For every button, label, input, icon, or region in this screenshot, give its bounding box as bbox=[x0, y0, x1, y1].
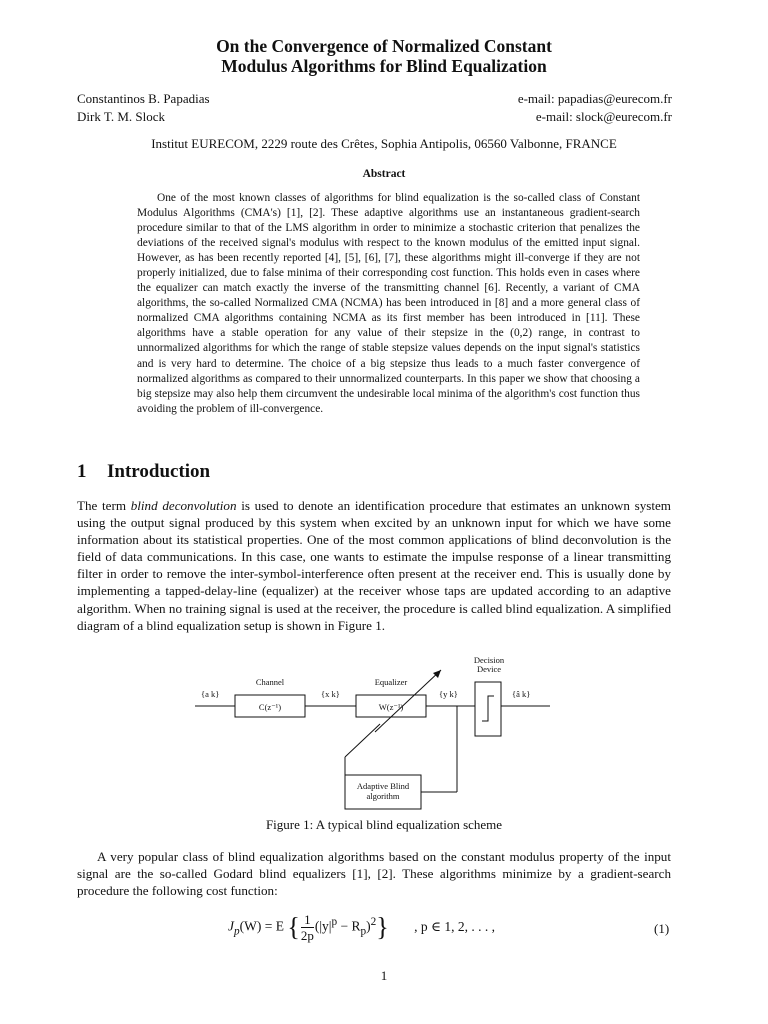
intro-paragraph-2: A very popular class of blind equalization algorithms based on the constant modulus property of the input signal are the so-called Godard blind equalizers [1], [2]. These algorithms minimize by a gradient-search procedure the following cost function: bbox=[77, 849, 671, 899]
eq-text: − R bbox=[337, 918, 361, 934]
section-heading bbox=[77, 461, 210, 483]
label-ahat: {â k} bbox=[512, 689, 531, 699]
decision-step-icon bbox=[482, 696, 494, 721]
label-decision: Decision bbox=[473, 655, 505, 665]
paper-title bbox=[0, 36, 768, 76]
eq-subscript: p bbox=[234, 925, 240, 938]
author-names bbox=[77, 90, 210, 126]
title-line-2: Modulus Algorithms for Blind Equalization bbox=[221, 56, 547, 76]
label-wz: W(z⁻¹) bbox=[378, 702, 404, 712]
eq-text: (W) = E bbox=[239, 918, 284, 934]
paragraph-text: The term bbox=[77, 498, 131, 513]
label-channel: Channel bbox=[255, 677, 285, 687]
eq-numerator: 1 bbox=[301, 912, 314, 928]
label-ak: {a k} bbox=[201, 689, 220, 699]
abstract-heading: Abstract bbox=[362, 168, 406, 180]
label-xk: {x k} bbox=[321, 689, 340, 699]
eq-text: (|y| bbox=[314, 918, 332, 934]
emphasis-term: blind deconvolution bbox=[130, 498, 237, 513]
eq-superscript: p bbox=[331, 916, 338, 929]
eq-brace: } bbox=[376, 912, 389, 942]
feedback-line bbox=[345, 724, 380, 757]
figure-1-diagram bbox=[195, 652, 555, 812]
affiliation: Institut EURECOM, 2229 route des Crêtes, Sophia Antipolis, 06560 Valbonne, FRANCE bbox=[151, 136, 617, 151]
equation-1 bbox=[228, 912, 495, 943]
eq-superscript: 2 bbox=[370, 916, 377, 929]
label-algorithm: algorithm bbox=[366, 791, 400, 801]
eq-symbol: J bbox=[228, 918, 234, 934]
eq-text: ) bbox=[366, 918, 371, 934]
author-emails bbox=[518, 90, 672, 126]
section-number: 1 bbox=[77, 461, 87, 482]
label-cz: C(z⁻¹) bbox=[258, 702, 282, 712]
section-title: Introduction bbox=[107, 461, 211, 482]
label-yk: {y k} bbox=[439, 689, 458, 699]
author-email: e-mail: papadias@eurecom.fr bbox=[517, 91, 672, 106]
intro-paragraph-1 bbox=[77, 497, 671, 634]
label-adaptive: Adaptive Blind bbox=[356, 781, 410, 791]
abstract-body: One of the most known classes of algorithms for blind equalization is the so-called class of Constant Modulus Algorithms (CMA's) [1], [2]. These adaptive algorithms use an instantaneous gradient-search procedure similar to that of the LMS algorithm in order to minimize a stochastic criterion that penalizes the deviations of the received signal's modulus with respect to the known modulus of the emitted input signal. However, as has been recently reported [4], [5], [6], [7], these algorithms might ill-converge if they are not properly initialized, due to false minima of their corresponding cost function. This holds even in cases where the equalizer can match exactly the inverse of the transmitting channel [6]. Recently, a variant of CMA algorithms, the so-called Normalized CMA (NCMA) has been introduced in [8] and a more general class of normalized CMA algorithms containing NCMA as its first member has been introduced in [11]. These algorithms have a stable operation for any value of their stepsize in the (0,2) range, in contrast to unnormalized algorithms for which the range of stable stepsize values depends on the input signal's statistics and is very hard to determine. The choice of a big stepsize thus leads to a much faster convergence of normalized algorithms as compared to their unnormalized counterparts. In this paper we show that choosing a big stepsize may also help them circumvent the undesirable local minima of the algorithm's cost function thus avoiding the problem of ill-convergence. bbox=[137, 192, 640, 415]
author-name: Constantinos B. Papadias bbox=[77, 91, 210, 106]
equation-number: (1) bbox=[654, 921, 670, 936]
eq-subscript: p bbox=[360, 925, 367, 938]
title-line-1: On the Convergence of Normalized Constant bbox=[216, 36, 552, 56]
eq-brace: { bbox=[287, 912, 300, 942]
page-number: 1 bbox=[380, 968, 388, 983]
label-device: Device bbox=[476, 664, 502, 674]
eq-denominator: 2p bbox=[300, 928, 314, 943]
author-email: e-mail: slock@eurecom.fr bbox=[535, 109, 672, 124]
figure-caption: Figure 1: A typical blind equalization scheme bbox=[265, 817, 503, 832]
eq-fraction bbox=[301, 912, 314, 943]
paragraph-text: is used to denote an identification procedure that estimates an unknown system using the output signal produced by this system when excited by an unknown input for which we have some information about its statistical properties. One of the most common applications of blind deconvolution is the field of data communications. In this case, one wants to estimate the impulse response of a linear transmitting filter in order to remove the inter-symbol-interference often present at the receiver end. This is usually done by implementing a tapped-delay-line (equalizer) at the receiver whose taps are updated according to an adaptive algorithm. When no training signal is used at the receiver, the procedure is called blind equalization. A simplified diagram of a blind equalization setup is shown in Figure 1. bbox=[77, 498, 671, 633]
eq-condition: , p ∈ 1, 2, . . . , bbox=[414, 918, 495, 934]
label-equalizer: Equalizer bbox=[374, 677, 408, 687]
author-name: Dirk T. M. Slock bbox=[77, 109, 165, 124]
